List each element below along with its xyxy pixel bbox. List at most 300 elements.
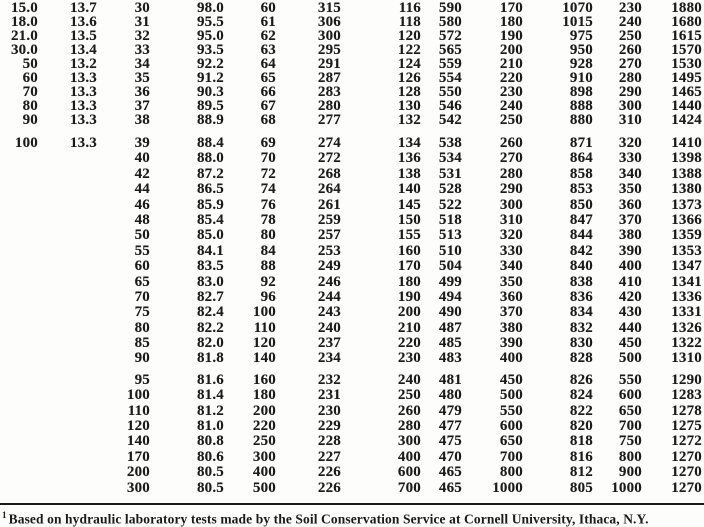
table-cell: 830 [569, 335, 593, 352]
table-cell: 504 [438, 258, 462, 275]
table-row [0, 244, 702, 259]
table-cell: 1336 [671, 288, 702, 305]
table-cell: 700 [397, 479, 421, 496]
table-cell: 820 [569, 418, 593, 435]
table-cell: 63 [260, 42, 276, 58]
table-cell: 98.0 [196, 0, 224, 16]
table-cell [0, 275, 38, 290]
table-cell: 70 [134, 288, 150, 305]
table-cell: 122 [397, 42, 421, 58]
table-cell: 420 [618, 288, 642, 305]
table-cell: 1373 [671, 196, 702, 213]
table-cell: 40 [134, 150, 150, 167]
table-row [0, 321, 702, 336]
table-cell: 232 [317, 371, 341, 388]
table-cell [38, 259, 97, 274]
table-cell: 479 [438, 402, 462, 419]
table-cell: 280 [499, 165, 523, 182]
table-cell: 66 [260, 84, 276, 100]
table-cell: 88.0 [196, 150, 224, 167]
table-cell: 522 [438, 196, 462, 213]
table-cell: 230 [499, 84, 523, 100]
table-cell: 200 [397, 304, 421, 321]
table-cell: 871 [569, 135, 593, 151]
table-cell: 200 [252, 402, 276, 419]
table-cell: 840 [569, 258, 593, 275]
table-cell: 1270 [671, 448, 702, 465]
table-row [0, 1, 702, 15]
table-cell: 888 [569, 98, 593, 114]
table-cell: 1410 [671, 135, 702, 151]
table-cell: 1495 [671, 70, 702, 86]
table-cell: 559 [438, 56, 462, 72]
table-cell: 1353 [671, 242, 702, 259]
table-cell: 190 [397, 288, 421, 305]
table-cell: 240 [317, 319, 341, 336]
table-cell [0, 419, 38, 434]
table-cell: 30.0 [10, 42, 38, 58]
table-cell: 35 [134, 70, 150, 86]
table-cell: 82.0 [196, 335, 224, 352]
table-row [0, 182, 702, 197]
table-cell: 250 [252, 433, 276, 450]
table-cell: 249 [317, 258, 341, 275]
table-cell: 290 [499, 181, 523, 198]
footnote [2, 506, 702, 527]
table-cell: 80 [260, 227, 276, 244]
table-cell: 200 [126, 464, 150, 481]
table-cell: 75 [134, 304, 150, 321]
table-cell: 13.3 [69, 70, 97, 86]
table-cell: 82.2 [196, 319, 224, 336]
table-cell: 237 [317, 335, 341, 352]
table-cell: 1283 [671, 387, 702, 404]
table-cell: 231 [317, 387, 341, 404]
table-cell [38, 419, 97, 434]
table-cell: 50 [22, 56, 38, 72]
table-cell [0, 213, 38, 228]
table-cell: 1347 [671, 258, 702, 275]
table-cell: 900 [618, 464, 642, 481]
table-cell: 370 [499, 304, 523, 321]
table-cell: 510 [438, 242, 462, 259]
table-cell: 1398 [671, 150, 702, 167]
table-cell: 1880 [671, 0, 702, 16]
table-cell: 500 [618, 350, 642, 367]
table-cell: 380 [618, 227, 642, 244]
table-cell: 1070 [562, 0, 593, 16]
table-cell: 518 [438, 211, 462, 228]
table-cell: 499 [438, 273, 462, 290]
table-cell: 360 [618, 196, 642, 213]
table-row [0, 434, 702, 449]
table-cell: 700 [618, 418, 642, 435]
table-cell: 850 [569, 196, 593, 213]
table-cell: 554 [438, 70, 462, 86]
table-cell: 80.8 [196, 433, 224, 450]
table-cell: 84 [260, 242, 276, 259]
table-cell: 100 [126, 387, 150, 404]
table-cell: 1341 [671, 273, 702, 290]
table-cell: 226 [317, 464, 341, 481]
table-cell: 1615 [671, 28, 702, 44]
table-cell: 85.9 [196, 196, 224, 213]
table-cell: 13.3 [69, 84, 97, 100]
table-cell: 34 [134, 56, 150, 72]
table-cell: 1465 [671, 84, 702, 100]
table-cell: 210 [397, 319, 421, 336]
table-cell [0, 434, 38, 449]
table-cell: 531 [438, 165, 462, 182]
table-cell [38, 404, 97, 419]
table-cell: 270 [499, 150, 523, 167]
table-cell [0, 351, 38, 366]
table-cell: 170 [499, 0, 523, 16]
table-row [0, 85, 702, 99]
table-cell: 826 [569, 371, 593, 388]
table-cell: 120 [126, 418, 150, 435]
table-cell: 244 [317, 288, 341, 305]
table-cell: 13.4 [69, 42, 97, 58]
table-cell: 400 [397, 448, 421, 465]
table-cell: 226 [317, 479, 341, 496]
table-cell: 832 [569, 319, 593, 336]
table-cell: 550 [618, 371, 642, 388]
table-row [0, 151, 702, 166]
table-cell: 1380 [671, 181, 702, 198]
table-cell: 300 [252, 448, 276, 465]
table-cell: 816 [569, 448, 593, 465]
table-cell: 70 [22, 84, 38, 100]
table-cell: 291 [317, 56, 341, 72]
table-cell: 1000 [611, 479, 642, 496]
table-cell: 485 [438, 335, 462, 352]
table-cell [38, 228, 97, 243]
table-row [0, 99, 702, 113]
table-cell: 13.7 [69, 0, 97, 16]
table-cell: 259 [317, 211, 341, 228]
table-cell: 580 [438, 14, 462, 30]
table-cell: 315 [317, 0, 341, 16]
table-cell: 480 [438, 387, 462, 404]
table-cell [38, 481, 97, 496]
table-cell: 36 [134, 84, 150, 100]
table-cell: 80.5 [196, 479, 224, 496]
table-cell: 110 [127, 402, 150, 419]
table-cell: 513 [438, 227, 462, 244]
table-cell: 38 [134, 112, 150, 128]
table-cell: 230 [317, 402, 341, 419]
table-row [0, 373, 702, 388]
table-cell: 538 [438, 135, 462, 151]
table-cell: 300 [499, 196, 523, 213]
table-cell: 100 [252, 304, 276, 321]
table-cell [0, 198, 38, 213]
table-cell: 48 [134, 211, 150, 228]
table-row [0, 404, 702, 419]
table-row [0, 336, 702, 351]
footnote-divider [0, 503, 704, 505]
table-cell: 330 [618, 150, 642, 167]
table-cell: 76 [260, 196, 276, 213]
table-cell: 65 [260, 70, 276, 86]
table-cell: 400 [252, 464, 276, 481]
table-cell: 847 [569, 211, 593, 228]
table-cell: 470 [438, 448, 462, 465]
table-cell: 1680 [671, 14, 702, 30]
table-cell [0, 259, 38, 274]
table-cell: 170 [126, 448, 150, 465]
table-cell: 33 [134, 42, 150, 58]
table-cell [38, 151, 97, 166]
table-cell: 87.2 [196, 165, 224, 182]
table-cell: 62 [260, 28, 276, 44]
table-cell: 287 [317, 70, 341, 86]
table-cell: 15.0 [10, 0, 38, 16]
table-cell: 228 [317, 433, 341, 450]
table-cell: 490 [438, 304, 462, 321]
table-cell: 280 [397, 418, 421, 435]
table-cell: 1530 [671, 56, 702, 72]
table-cell: 1270 [671, 479, 702, 496]
table-cell: 465 [438, 479, 462, 496]
table-cell: 86.5 [196, 181, 224, 198]
table-cell [0, 321, 38, 336]
table-cell: 565 [438, 42, 462, 58]
table-row [0, 351, 702, 366]
table-cell [0, 336, 38, 351]
table-cell: 1359 [671, 227, 702, 244]
table-cell: 67 [260, 98, 276, 114]
table-cell: 180 [397, 273, 421, 290]
table-cell: 600 [618, 387, 642, 404]
table-cell [0, 481, 38, 496]
table-cell: 250 [618, 28, 642, 44]
table-cell: 542 [438, 112, 462, 128]
table-cell: 85 [134, 335, 150, 352]
table-cell: 88 [260, 258, 276, 275]
table-row [0, 113, 702, 127]
table-cell: 264 [317, 181, 341, 198]
table-cell [0, 182, 38, 197]
table-cell: 200 [499, 42, 523, 58]
table-row [0, 29, 702, 43]
table-cell: 80.5 [196, 464, 224, 481]
table-cell [38, 434, 97, 449]
table-cell: 534 [438, 150, 462, 167]
table-cell: 975 [569, 28, 593, 44]
table-cell: 340 [499, 258, 523, 275]
table-cell: 590 [438, 0, 462, 16]
table-cell: 481 [438, 371, 462, 388]
table-cell: 274 [317, 135, 341, 151]
table-cell: 834 [569, 304, 593, 321]
table-cell: 836 [569, 288, 593, 305]
table-row [0, 481, 702, 496]
table-cell: 260 [499, 135, 523, 151]
table-cell: 494 [438, 288, 462, 305]
table-cell: 277 [317, 112, 341, 128]
table-cell: 600 [397, 464, 421, 481]
table-cell [0, 228, 38, 243]
table-cell: 83.5 [196, 258, 224, 275]
table-cell: 180 [252, 387, 276, 404]
table-cell: 37 [134, 98, 150, 114]
table-cell: 64 [260, 56, 276, 72]
table-cell: 155 [397, 227, 421, 244]
table-row [0, 419, 702, 434]
table-cell: 39 [134, 135, 150, 151]
table-cell: 1570 [671, 42, 702, 58]
table-cell: 290 [618, 84, 642, 100]
table-cell: 253 [317, 242, 341, 259]
table-row [0, 290, 702, 305]
table-row [0, 71, 702, 85]
table-cell: 134 [397, 135, 421, 151]
table-cell: 477 [438, 418, 462, 435]
table-cell: 800 [618, 448, 642, 465]
table-cell [0, 373, 38, 388]
table-cell [38, 167, 97, 182]
table-cell: 838 [569, 273, 593, 290]
table-cell [38, 305, 97, 320]
table-cell: 81.0 [196, 418, 224, 435]
table-cell: 475 [438, 433, 462, 450]
table-cell: 1275 [671, 418, 702, 435]
table-cell: 124 [397, 56, 421, 72]
table-cell: 1388 [671, 165, 702, 182]
table-cell: 80 [22, 98, 38, 114]
data-table [0, 1, 702, 496]
table-cell: 13.3 [69, 98, 97, 114]
table-cell: 138 [397, 165, 421, 182]
table-cell: 844 [569, 227, 593, 244]
table-cell [38, 351, 97, 366]
table-cell: 550 [438, 84, 462, 100]
table-cell: 280 [317, 98, 341, 114]
table-cell: 50 [134, 227, 150, 244]
table-cell: 257 [317, 227, 341, 244]
table-cell: 240 [499, 98, 523, 114]
table-cell: 90 [22, 112, 38, 128]
table-cell: 170 [397, 258, 421, 275]
table-cell: 95 [134, 371, 150, 388]
table-cell: 21.0 [10, 28, 38, 44]
table-cell: 88.4 [196, 135, 224, 151]
table-cell: 1322 [671, 335, 702, 352]
table-cell [0, 167, 38, 182]
table-cell: 128 [397, 84, 421, 100]
table-cell: 572 [438, 28, 462, 44]
table-cell: 234 [317, 350, 341, 367]
table-cell: 120 [397, 28, 421, 44]
table-cell [38, 388, 97, 403]
table-cell: 450 [618, 335, 642, 352]
table-cell: 30 [134, 0, 150, 16]
table-cell: 230 [397, 350, 421, 367]
table-cell: 160 [252, 371, 276, 388]
table-cell: 500 [252, 479, 276, 496]
table-cell: 818 [569, 433, 593, 450]
table-row [0, 465, 702, 480]
table-cell: 60 [134, 258, 150, 275]
table-cell: 283 [317, 84, 341, 100]
table-cell: 90 [134, 350, 150, 367]
table-cell: 13.5 [69, 28, 97, 44]
table-cell [38, 465, 97, 480]
table-cell: 858 [569, 165, 593, 182]
table-cell [38, 336, 97, 351]
table-cell: 300 [618, 98, 642, 114]
table-row [0, 57, 702, 71]
table-cell: 44 [134, 181, 150, 198]
table-cell: 229 [317, 418, 341, 435]
table-cell: 483 [438, 350, 462, 367]
table-cell: 300 [317, 28, 341, 44]
table-cell: 60 [260, 0, 276, 16]
table-cell: 13.3 [69, 112, 97, 128]
table-cell: 150 [397, 211, 421, 228]
table-cell: 465 [438, 464, 462, 481]
table-cell: 310 [618, 112, 642, 128]
table-cell: 1000 [492, 479, 523, 496]
table-cell: 250 [499, 112, 523, 128]
table-cell: 1310 [671, 350, 702, 367]
table-cell: 350 [499, 273, 523, 290]
table-cell: 80 [134, 319, 150, 336]
table-cell: 1290 [671, 371, 702, 388]
table-cell: 70 [260, 150, 276, 167]
table-cell: 85.0 [196, 227, 224, 244]
table-cell: 92.2 [196, 56, 224, 72]
table-cell: 136 [397, 150, 421, 167]
table-cell: 250 [397, 387, 421, 404]
table-cell: 380 [499, 319, 523, 336]
table-cell: 898 [569, 84, 593, 100]
table-cell [0, 465, 38, 480]
table-cell: 822 [569, 402, 593, 419]
table-row [0, 450, 702, 465]
table-row [0, 167, 702, 182]
table-cell: 132 [397, 112, 421, 128]
table-row [0, 15, 702, 29]
table-cell: 853 [569, 181, 593, 198]
table-cell [0, 450, 38, 465]
table-cell: 88.9 [196, 112, 224, 128]
table-cell: 80.6 [196, 448, 224, 465]
table-cell: 800 [499, 464, 523, 481]
table-cell: 90.3 [196, 84, 224, 100]
table-row [0, 305, 702, 320]
table-cell: 89.5 [196, 98, 224, 114]
table-cell: 13.6 [69, 14, 97, 30]
table-cell: 300 [126, 479, 150, 496]
table-cell: 410 [618, 273, 642, 290]
table-cell: 227 [317, 448, 341, 465]
table-cell: 220 [499, 70, 523, 86]
table-cell: 46 [134, 196, 150, 213]
table-cell: 650 [618, 402, 642, 419]
table-cell: 370 [618, 211, 642, 228]
table-cell: 261 [317, 196, 341, 213]
table-cell: 910 [569, 70, 593, 86]
table-cell: 928 [569, 56, 593, 72]
table-cell [0, 404, 38, 419]
table-cell [38, 321, 97, 336]
table-cell: 260 [397, 402, 421, 419]
table-cell: 320 [618, 135, 642, 151]
table-cell: 140 [397, 181, 421, 198]
